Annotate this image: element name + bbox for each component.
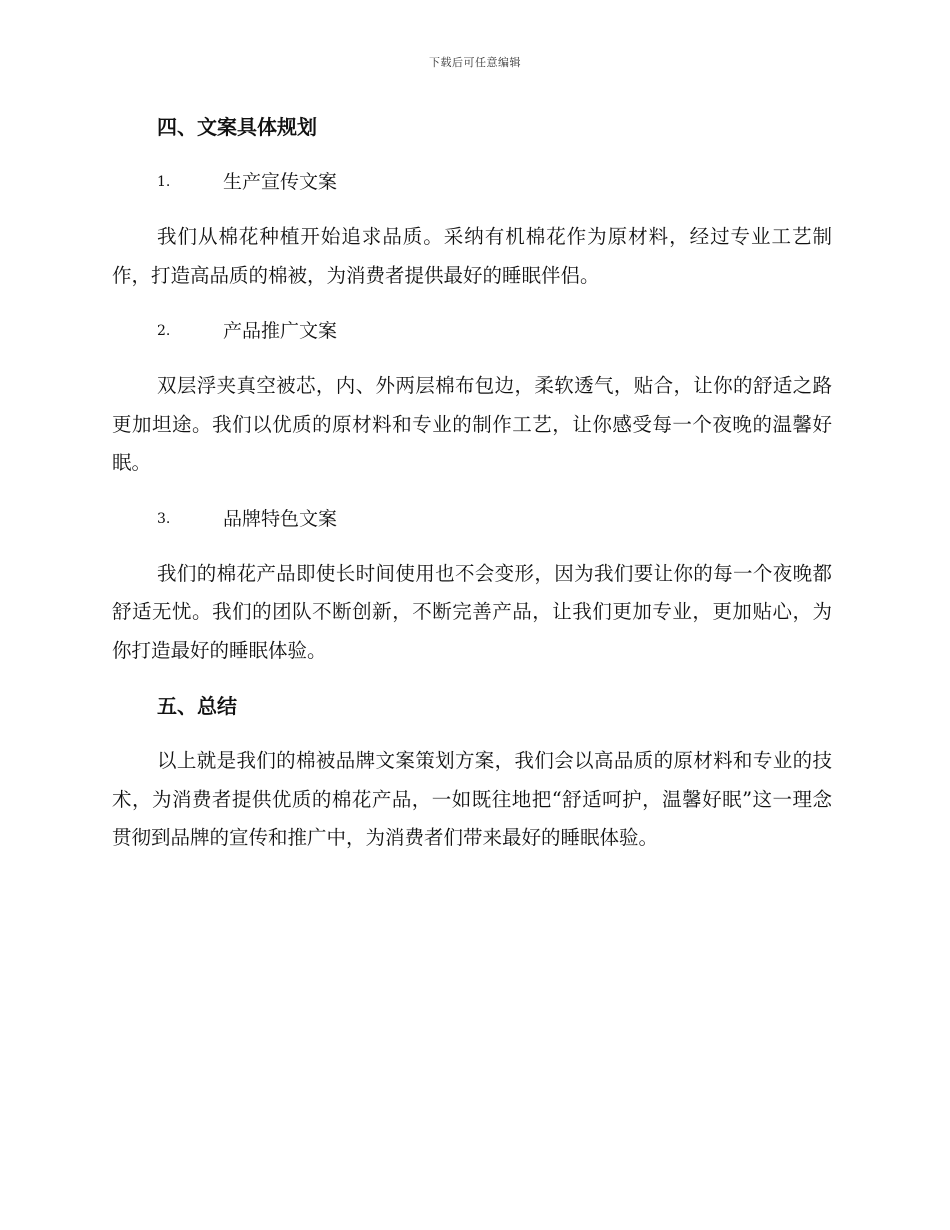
sub-heading-number: 1.	[157, 174, 171, 190]
sub-heading-title: 产品推广文案	[223, 320, 338, 342]
sub-heading-2	[112, 312, 832, 350]
header-note: 下载后可任意编辑	[429, 56, 521, 69]
sub-heading-title: 品牌特色文案	[223, 507, 338, 530]
section-heading-4: 四、文案具体规划	[157, 115, 317, 139]
sub-heading-3	[112, 500, 832, 538]
sub-heading-1	[112, 163, 832, 201]
document-content	[112, 108, 832, 875]
sub-heading-title: 生产宣传文案	[223, 171, 338, 193]
paragraph-promotion: 双层浮夹真空被芯，内、外两层棉布包边，柔软透气，贴合，让你的舒适之路更加坦途。我们以优质的原材料和专业的制作工艺，让你感受每一个夜晚的温馨好眠。	[112, 374, 832, 474]
sub-heading-number: 3.	[157, 510, 171, 527]
paragraph-summary: 以上就是我们的棉被品牌文案策划方案，我们会以高品质的原材料和专业的技术，为消费者提供优质的棉花产品，一如既往地把“舒适呵护，温馨好眠”这一理念贯彻到品牌的宣传和推广中，为消费者们带来最好的睡眠体验。	[112, 749, 832, 849]
section-heading-5: 五、总结	[157, 694, 237, 718]
paragraph-brand-features: 我们的棉花产品即使长时间使用也不会变形，因为我们要让你的每一个夜晚都舒适无忧。我们的团队不断创新，不断完善产品，让我们更加专业，更加贴心，为你打造最好的睡眠体验。	[112, 561, 832, 662]
paragraph-production: 我们从棉花种植开始追求品质。采纳有机棉花作为原材料，经过专业工艺制作，打造高品质的棉被，为消费者提供最好的睡眠伴侣。	[112, 225, 832, 287]
sub-heading-number: 2.	[157, 323, 171, 339]
